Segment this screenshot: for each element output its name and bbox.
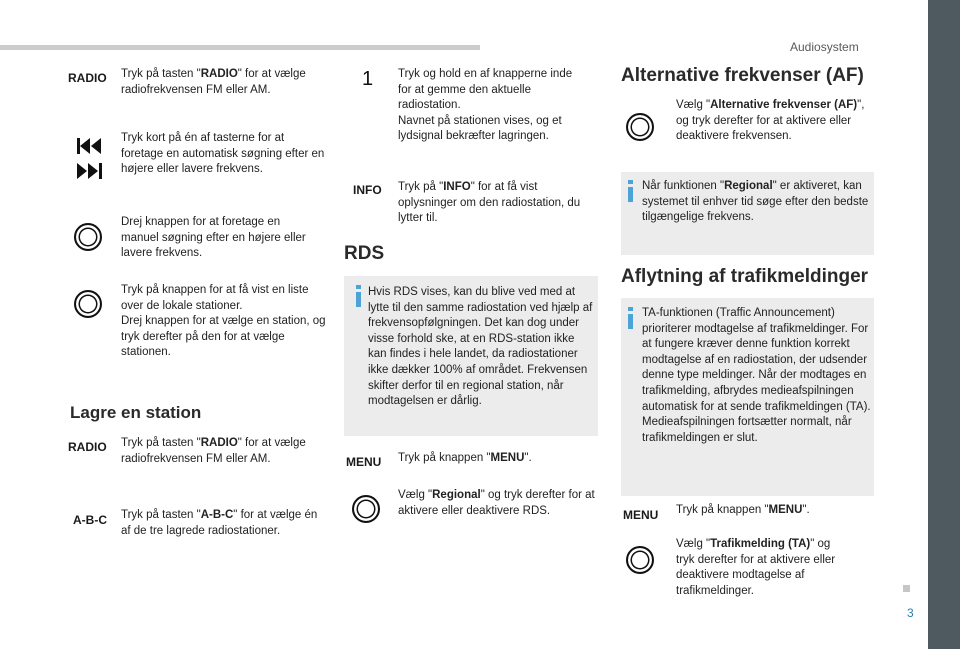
continuation-marker [903,585,910,592]
seek-forward-icon [77,163,103,179]
rotary-knob-icon [352,495,380,523]
regional-instruction: Vælg "Regional" og tryk derefter for at aktivere eller deaktivere RDS. [398,489,595,517]
section-title-af: Alternative frekvenser (AF) [621,65,864,86]
info-icon [628,180,633,202]
section-title-store-station: Lagre en station [70,403,202,422]
section-header: Audiosystem [790,40,859,54]
page-number: 3 [907,606,914,620]
abc-button-label: A-B-C [73,513,107,527]
menu-instruction: Tryk på knappen "MENU". [676,504,810,516]
radio-button-label: RADIO [68,440,107,454]
ta-note-text: TA-funktionen (Traffic Announcement) prioriterer modtagelse af trafikmeldinger. For at fungere kræver denne funktion korrekt modtagelse af en radiostation, der udsender denne type meldinger. Når der modtages en trafikmelding, afbrydes medieafspilningen automatisk for at sende trafikmeldingen (TA). Medieafspilningen fortsætter normalt, når trafikmeldingen er slut. [642,307,871,444]
section-title-traffic: Aflytning af trafikmeldinger [621,266,869,287]
af-instruction: Vælg "Alternative frekvenser (AF)", og tryk derefter for at aktivere eller deaktivere frekvensen. [676,99,865,143]
seek-back-icon [77,138,103,154]
info-instruction: Tryk på "INFO" for at få vist oplysninger om den radiostation, du lytter til. [398,181,581,225]
info-icon [356,285,361,307]
rotary-knob-icon [74,290,102,318]
af-note-text: Når funktionen "Regional" er aktiveret, kan systemet til enhver tid søge efter den bedste tilgængelige frekvens. [642,180,869,224]
info-button-label: INFO [353,183,382,197]
radio-instruction: Tryk på tasten "RADIO" for at vælge radiofrekvensen FM eller AM. [121,437,306,465]
radio-button-label: RADIO [68,71,107,85]
preset-button-label: 1 [362,68,374,90]
manual-search-instruction: Drej knappen for at foretage en manuel søgning efter en højere eller lavere frekvens. [121,216,306,260]
rotary-knob-icon [74,223,102,251]
traffic-instruction: Vælg "Trafikmelding (TA)" og tryk derefter for at aktivere eller deaktivere modtagelse af trafikmeldinger. [676,538,836,597]
header-rule [0,45,480,50]
rotary-knob-icon [626,546,654,574]
rotary-knob-icon [626,113,654,141]
menu-button-label: MENU [346,455,382,469]
rds-note-text: Hvis RDS vises, kan du blive ved med at lytte til den samme radiostation ved hjælp af frekvensopfølgningen. Det kan dog under visse forhold ske, at en RDS-station ikke kan findes i hele landet, da radiostationer ikke dækker 100% af området. Frekvensen skifter derfor til en regional station, når modtagelsen er dårlig. [368,286,593,408]
page-edge-tab [928,0,960,649]
section-title-rds: RDS [344,243,385,264]
info-icon [628,307,633,329]
preset-instruction: Tryk og hold en af knapperne inde for at gemme den aktuelle radiostation. Navnet på stationen vises, og et lydsignal bekræfter lagringen. [398,68,573,143]
seek-instruction: Tryk kort på én af tasterne for at foretage en automatisk søgning efter en højere eller lavere frekvens. [121,132,325,176]
station-list-instruction: Tryk på knappen for at få vist en liste over de lokale stationer. Drej knappen for at vælge en station, og tryk derefter på den for at vælge stationen. [121,284,326,359]
menu-button-label: MENU [623,508,659,522]
menu-instruction: Tryk på knappen "MENU". [398,452,532,464]
abc-instruction: Tryk på tasten "A-B-C" for at vælge én af de tre lagrede radiostationer. [121,509,318,537]
radio-instruction: Tryk på tasten "RADIO" for at vælge radiofrekvensen FM eller AM. [121,68,306,96]
